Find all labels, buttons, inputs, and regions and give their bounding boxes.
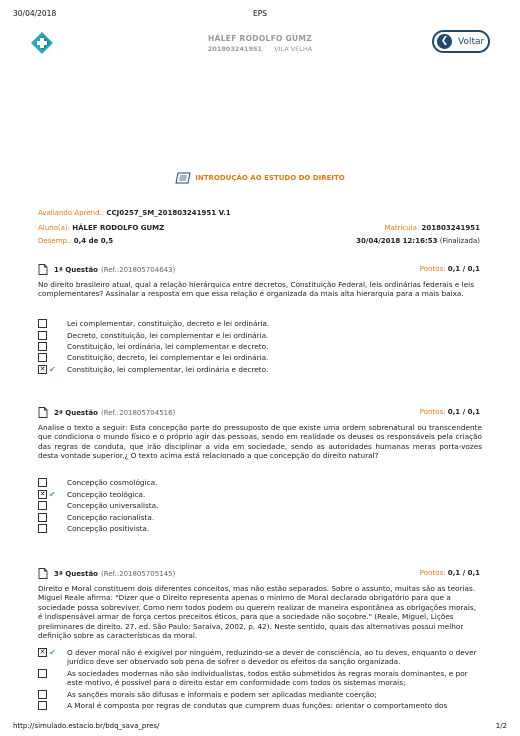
option-text: O dever moral não é exigível por ninguém, reduzindo-se a dever de consciência, ao tu deves, enquanto o dever jurídico deve ser observado sob pena de sofrer o devedor os efeitos da sanção organizada. <box>67 648 477 667</box>
aluno-label: Aluno(a): <box>38 224 70 232</box>
checkbox[interactable] <box>38 524 47 533</box>
print-title: EPS <box>252 9 268 18</box>
document-icon <box>38 407 48 418</box>
question-1-option-b[interactable] <box>38 331 482 340</box>
question-1-option-a[interactable] <box>38 319 482 328</box>
option-text: Concepção universalista. <box>67 501 159 510</box>
user-matricula: 201803241951 <box>207 45 263 53</box>
question-2-header <box>38 407 175 418</box>
question-3-label: 3ª Questão <box>54 569 98 578</box>
question-3-ref: (Ref.:201805705145) <box>100 569 176 578</box>
check-icon: ✔ <box>49 648 56 657</box>
question-2-option-a[interactable] <box>38 478 482 487</box>
option-text: Lei complementar, constituição, decreto e lei ordinária. <box>67 319 270 328</box>
checkbox[interactable] <box>38 331 47 340</box>
question-1-label: 1ª Questão <box>54 265 98 274</box>
aluno-row <box>38 224 164 232</box>
checkbox-checked[interactable]: ✕ <box>39 490 46 498</box>
check-icon: ✔ <box>49 490 56 499</box>
question-3-option-c[interactable] <box>38 690 482 699</box>
section-header <box>0 172 520 184</box>
checkbox[interactable] <box>38 701 47 710</box>
question-3-option-b[interactable] <box>38 669 482 688</box>
desemp-label: Desemp.: <box>38 237 72 245</box>
question-3-option-a[interactable] <box>38 648 482 667</box>
question-2-label: 2ª Questão <box>54 408 98 417</box>
footer-url: http://simulado.estacio.br/bdq_sava_pres/ <box>13 722 160 730</box>
question-1-text: No direito brasileiro atual, qual a relação hierárquica entre decretos, Constituição Federal, leis ordinárias federais e leis complementares? Assinalar a resposta em que essa relação é organizada da mais alta hierarquia para a mais baixa. <box>38 280 475 299</box>
checkbox[interactable] <box>38 669 47 678</box>
user-name: HÁLEF RODOLFO GUMZ <box>208 34 312 43</box>
question-1-ref: (Ref.:201805704643) <box>100 265 176 274</box>
pontos-value: 0,1 / 0,1 <box>447 265 480 273</box>
question-1-header <box>38 264 175 275</box>
desemp-value: 0,4 de 0,5 <box>73 237 114 245</box>
option-text: Constituição, lei ordinária, lei complementar e decreto. <box>67 342 269 351</box>
document-icon <box>38 264 48 275</box>
checkbox[interactable] <box>38 478 47 487</box>
question-1-score <box>420 265 480 273</box>
question-3-text: Direito e Moral constituem dois diferentes conceitos, mas não estão separados. Sobre o assunto, muitas são as teorias. Miguel Reale afirma: "Dizer que o Direito representa apenas o mínimo de Moral declarado obrigatório para que a sociedade possa sobreviver. Como nem todos podem ou querem realizar de maneira espontânea as obrigações morais, é indispensável armar de força certos preceitos éticos, para que a sociedade não soçobre." (Reale, Miguel, Lições preliminares de direito. 27. ed. São Paulo: Saraiva, 2002, p. 42). Neste sentido, quais das alternativas possui melhor definição sobre as características da moral. <box>38 584 477 641</box>
option-text: Concepção cosmológica. <box>67 478 158 487</box>
question-2-score <box>420 408 480 416</box>
footer-page: 1/2 <box>495 722 507 730</box>
option-text: A Moral é composta por regras de condutas que cumprem duas funções: orientar o comportamento dos <box>67 701 448 710</box>
option-text: Decreto, constituição, lei complementar e lei ordinária. <box>67 331 269 340</box>
avaliando-label: Avaliando Aprend.: <box>38 209 105 217</box>
option-text: As sociedades modernas não são individualistas, todos estão submetidos às regras morais dominantes, e por este motivo, é possível para o direito estar em conformidade com todos os sistemas morais; <box>67 669 468 688</box>
back-button[interactable] <box>432 30 490 53</box>
option-text: Concepção positivista. <box>67 524 150 533</box>
option-text: As sanções morais são difusas e informais e podem ser aplicadas mediante coerção; <box>67 690 377 699</box>
checkbox-checked[interactable]: ✕ <box>39 648 46 656</box>
question-3-score <box>420 569 480 577</box>
question-2-ref: (Ref.:201805704516) <box>100 408 176 417</box>
desemp-row <box>38 237 113 245</box>
pontos-label: Pontos: <box>419 265 446 273</box>
document-icon <box>38 568 48 579</box>
question-3-header <box>38 568 175 579</box>
chevron-left-icon: ❮ <box>437 34 452 49</box>
checkbox[interactable] <box>38 353 47 362</box>
question-2-text: Analise o texto a seguir: Esta concepção parte do pressuposto de que existe uma ordem sobrenatural ou transcendente que condiciona o mundo físico e o próprio agir das pessoas, sendo em realidade os deuses os responsáveis pela criação das regras de conduta, que irão disciplinar a vida em sociedade, sendo as autoridades humanas meras porta-vozes desta vontade superior.¿ O texto acima está relacionado a que concepção do direito natural? <box>38 423 482 461</box>
aluno-value: HÁLEF RODOLFO GUMZ <box>72 224 165 232</box>
option-text: Concepção teológica. <box>67 490 146 499</box>
option-text: Concepção racionalista. <box>67 513 155 522</box>
pontos-value: 0,1 / 0,1 <box>447 408 480 416</box>
datetime-row <box>356 237 480 245</box>
question-2-option-b[interactable] <box>38 490 482 499</box>
checkbox-checked[interactable]: ✕ <box>39 365 46 373</box>
matricula-value: 201803241951 <box>421 224 480 232</box>
checkbox[interactable] <box>38 690 47 699</box>
back-button-label: Voltar <box>458 36 485 47</box>
avaliando-value: CCJ0257_SM_201803241951 V.1 <box>106 209 231 217</box>
question-3-option-d[interactable] <box>38 701 482 711</box>
user-campus: VILA VELHA <box>274 45 313 53</box>
matricula-row <box>385 224 480 232</box>
checkbox[interactable] <box>38 319 47 328</box>
question-2-option-e[interactable] <box>38 524 482 533</box>
option-text: Constituição, decreto, lei complementar e lei ordinária. <box>67 353 269 362</box>
status-value: (Finalizada) <box>439 237 480 245</box>
pontos-value: 0,1 / 0,1 <box>447 569 480 577</box>
pontos-label: Pontos: <box>419 569 446 577</box>
section-title: INTRODUÇÃO AO ESTUDO DO DIREITO <box>195 174 345 182</box>
checkbox[interactable] <box>38 513 47 522</box>
checkbox[interactable] <box>38 342 47 351</box>
question-1-option-d[interactable] <box>38 353 482 362</box>
avaliando-row <box>38 209 231 217</box>
question-1-option-e[interactable] <box>38 365 482 374</box>
question-2-option-d[interactable] <box>38 513 482 522</box>
datetime-value: 30/04/2018 12:16:53 <box>356 237 438 245</box>
print-date: 30/04/2018 <box>13 9 57 18</box>
pontos-label: Pontos: <box>419 408 446 416</box>
notebook-icon <box>175 172 191 184</box>
question-1-option-c[interactable] <box>38 342 482 351</box>
check-icon: ✔ <box>49 365 56 374</box>
question-2-option-c[interactable] <box>38 501 482 510</box>
checkbox[interactable] <box>38 501 47 510</box>
matricula-label: Matrícula: <box>384 224 420 232</box>
option-text: Constituição, lei complementar, lei ordinária e decreto. <box>67 365 269 374</box>
